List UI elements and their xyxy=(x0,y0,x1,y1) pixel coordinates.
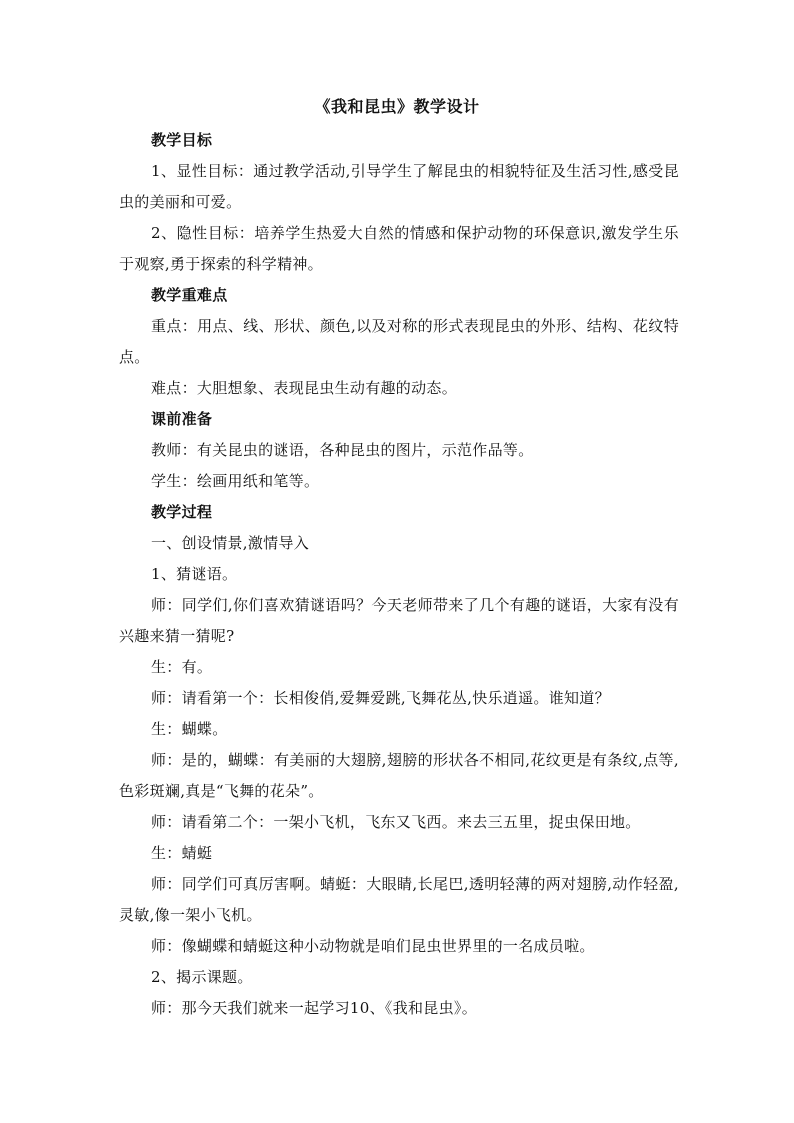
paragraph-riddle-heading: 1、猜谜语。 xyxy=(151,565,238,583)
paragraph-teacher-prep: 教师：有关昆虫的谜语，各种昆虫的图片，示范作品等。 xyxy=(151,441,534,459)
paragraph-difficulty: 难点：大胆想象、表现昆虫生动有趣的动态。 xyxy=(151,379,458,397)
paragraph-explicit-goal: 1、显性目标：通过教学活动,引导学生了解昆虫的相貌特征及生活习性,感受昆虫的美丽和可爱。 xyxy=(119,162,679,211)
paragraph-dialogue: 师：那今天我们就来一起学习10、《我和昆虫》。 xyxy=(151,999,477,1017)
paragraph-dialogue: 师：请看第二个：一架小飞机，飞东又飞西。来去三五里，捉虫保田地。 xyxy=(151,813,641,831)
paragraph-dialogue: 师：请看第一个：长相俊俏,爱舞爱跳,飞舞花丛,快乐逍遥。谁知道？ xyxy=(151,689,610,707)
paragraph-dialogue: 生：蜻蜓 xyxy=(151,844,213,862)
section-heading-goals: 教学目标 xyxy=(151,131,213,149)
document-body xyxy=(119,125,679,1024)
paragraph-step-one: 一、创设情景,激情导入 xyxy=(151,534,310,552)
paragraph-dialogue: 师：同学们,你们喜欢猜谜语吗？今天老师带来了几个有趣的谜语，大家有没有兴趣来猜一猜呢? xyxy=(119,596,679,645)
paragraph-dialogue: 师：同学们可真厉害啊。蜻蜓：大眼睛,长尾巴,透明轻薄的两对翅膀,动作轻盈,灵敏,像一架小飞机。 xyxy=(119,875,679,924)
paragraph-implicit-goal: 2、隐性目标：培养学生热爱大自然的情感和保护动物的环保意识,激发学生乐于观察,勇于探索的科学精神。 xyxy=(119,224,679,273)
paragraph-dialogue: 生：有。 xyxy=(151,658,213,676)
section-heading-process: 教学过程 xyxy=(151,503,213,521)
paragraph-dialogue: 师：是的，蝴蝶：有美丽的大翅膀,翅膀的形状各不相同,花纹更是有条纹,点等,色彩斑斓,真是“飞舞的花朵”。 xyxy=(119,751,679,800)
paragraph-key-point: 重点：用点、线、形状、颜色,以及对称的形式表现昆虫的外形、结构、花纹特点。 xyxy=(119,317,679,366)
paragraph-dialogue: 师：像蝴蝶和蜻蜓这种小动物就是咱们昆虫世界里的一名成员啦。 xyxy=(151,937,595,955)
section-heading-preparation: 课前准备 xyxy=(151,410,213,428)
section-heading-key-points: 教学重难点 xyxy=(151,286,228,304)
document-title: 《我和昆虫》教学设计 xyxy=(314,97,480,116)
paragraph-dialogue: 生：蝴蝶。 xyxy=(151,720,228,738)
paragraph-reveal-topic: 2、揭示课题。 xyxy=(151,968,253,986)
paragraph-student-prep: 学生：绘画用纸和笔等。 xyxy=(151,472,320,490)
